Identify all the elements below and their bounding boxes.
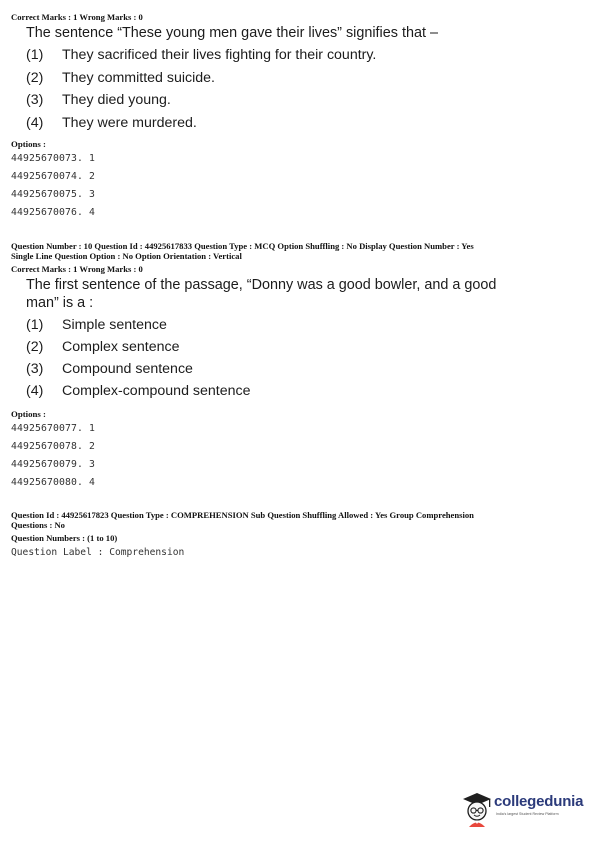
- options-list: [26, 47, 376, 137]
- option-id: 44925670080. 4: [11, 477, 95, 488]
- option-item: [26, 47, 376, 70]
- question-label: Question Label : Comprehension: [11, 547, 185, 558]
- option-item: [26, 339, 250, 361]
- options-list: [26, 317, 250, 405]
- option-number: (3): [26, 92, 44, 108]
- question-text: The sentence “These young men gave their lives” signifies that –: [26, 25, 438, 41]
- option-item: [26, 92, 376, 115]
- option-text: They committed suicide.: [62, 69, 215, 86]
- option-text: Compound sentence: [62, 361, 193, 377]
- option-number: (4): [26, 383, 44, 399]
- option-id: 44925670079. 3: [11, 459, 95, 470]
- option-number: (3): [26, 361, 44, 377]
- question-numbers: Question Numbers : (1 to 10): [11, 533, 118, 543]
- question-text-continued: man” is a :: [26, 295, 94, 311]
- option-number: (2): [26, 69, 44, 86]
- comprehension-header: Questions : No: [11, 520, 65, 530]
- logo-tagline: India's largest Student Review Platform: [496, 812, 559, 816]
- logo-wordmark: collegedunia: [494, 793, 584, 810]
- option-number: (4): [26, 114, 44, 131]
- collegedunia-logo: [462, 788, 586, 830]
- option-text: Complex-compound sentence: [62, 383, 251, 399]
- question-text: The first sentence of the passage, “Donny was a good bowler, and a good: [26, 277, 497, 293]
- graduate-mascot-icon: [462, 792, 492, 833]
- question-header: Question Number : 10 Question Id : 44925617833 Question Type : MCQ Option Shuffling : No Display Question Number : Yes: [11, 241, 474, 251]
- option-item: [26, 115, 376, 138]
- comprehension-header: Question Id : 44925617823 Question Type : COMPREHENSION Sub Question Shuffling Allowed : Yes Group Comprehension: [11, 510, 474, 520]
- option-item: [26, 317, 250, 339]
- option-text: Simple sentence: [62, 317, 167, 333]
- option-id: 44925670073. 1: [11, 153, 95, 164]
- options-label: Options :: [11, 139, 46, 149]
- option-item: [26, 70, 376, 93]
- option-id: 44925670077. 1: [11, 423, 95, 434]
- option-item: [26, 361, 250, 383]
- marks-line: Correct Marks : 1 Wrong Marks : 0: [11, 12, 143, 22]
- option-id: 44925670078. 2: [11, 441, 95, 452]
- option-item: [26, 383, 250, 405]
- option-id: 44925670074. 2: [11, 171, 95, 182]
- option-number: (2): [26, 339, 44, 355]
- option-text: They sacrificed their lives fighting for their country.: [62, 47, 377, 63]
- option-text: They died young.: [62, 92, 171, 108]
- options-label: Options :: [11, 409, 46, 419]
- marks-line: Correct Marks : 1 Wrong Marks : 0: [11, 264, 143, 274]
- option-text: Complex sentence: [62, 339, 180, 355]
- option-number: (1): [26, 47, 44, 63]
- option-id: 44925670076. 4: [11, 207, 95, 218]
- option-id: 44925670075. 3: [11, 189, 95, 200]
- question-header: Single Line Question Option : No Option Orientation : Vertical: [11, 251, 242, 261]
- option-number: (1): [26, 317, 44, 333]
- option-text: They were murdered.: [62, 114, 197, 131]
